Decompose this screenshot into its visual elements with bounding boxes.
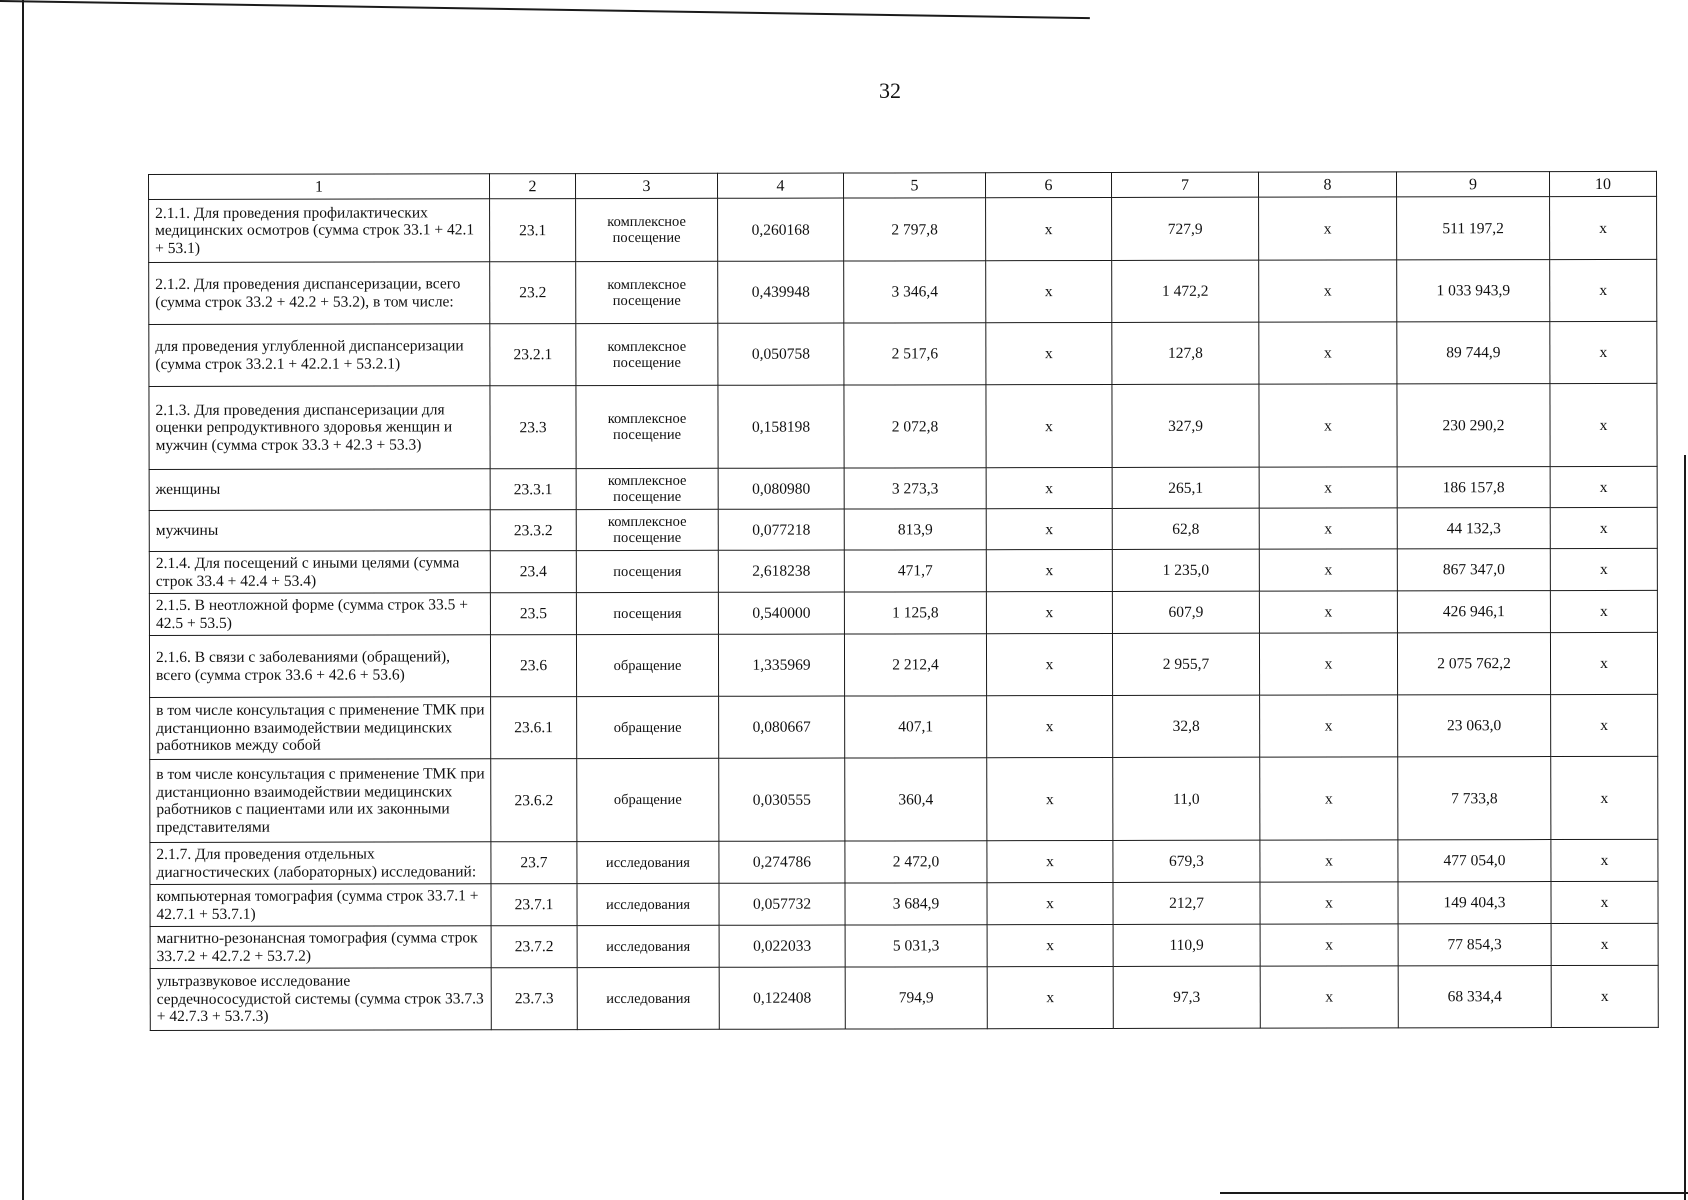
- col-9-value: 511 197,2: [1397, 197, 1550, 260]
- row-code: 23.4: [490, 551, 576, 593]
- row-code: 23.7.3: [491, 968, 577, 1030]
- col-9-value: 89 744,9: [1397, 322, 1550, 384]
- row-name: ультразвуковое исследование сердечнососудистой системы (сумма строк 33.7.3 + 42.7.3 + 53.7.3): [150, 968, 491, 1031]
- row-code: 23.6.1: [491, 697, 577, 759]
- row-code: 23.1: [490, 199, 576, 262]
- col-9-value: 7 733,8: [1398, 757, 1551, 840]
- col-9-value: 2 075 762,2: [1397, 633, 1550, 695]
- unit-of-measure: посещения: [576, 550, 718, 592]
- col-4-value: 0,057732: [719, 883, 845, 925]
- col-10-value: х: [1550, 590, 1657, 632]
- col-9-value: 149 404,3: [1398, 882, 1551, 924]
- col-4-value: 0,022033: [719, 925, 845, 967]
- col-6-value: х: [986, 549, 1112, 591]
- row-name: 2.1.1. Для проведения профилактических медицинских осмотров (сумма строк 33.1 + 42.1 + 53.1): [149, 199, 490, 263]
- col-10-value: х: [1551, 881, 1658, 923]
- col-4-value: 0,122408: [719, 967, 845, 1029]
- row-name: 2.1.6. В связи с заболеваниями (обращений), всего (сумма строк 33.6 + 42.6 + 53.6): [149, 635, 490, 698]
- col-9-value: 44 132,3: [1397, 508, 1550, 549]
- unit-of-measure: обращение: [577, 696, 719, 758]
- col-10-value: х: [1551, 756, 1658, 839]
- col-7-value: 327,9: [1112, 384, 1259, 467]
- col-8-value: х: [1259, 384, 1397, 467]
- data-table: [148, 171, 1659, 1031]
- row-name: для проведения углубленной диспансеризации (сумма строк 33.2.1 + 42.2.1 + 53.2.1): [149, 324, 490, 387]
- column-number: 10: [1549, 171, 1656, 196]
- col-10-value: х: [1550, 383, 1657, 466]
- col-8-value: х: [1260, 966, 1398, 1028]
- row-code: 23.2: [490, 262, 576, 324]
- col-7-value: 212,7: [1113, 882, 1260, 924]
- col-10-value: х: [1550, 259, 1657, 321]
- col-8-value: х: [1259, 197, 1397, 260]
- col-8-value: х: [1259, 322, 1397, 384]
- col-6-value: х: [986, 591, 1112, 633]
- col-7-value: 62,8: [1112, 508, 1259, 549]
- col-7-value: 679,3: [1113, 840, 1260, 882]
- col-4-value: 1,335969: [718, 634, 844, 696]
- col-5-value: 3 273,3: [844, 468, 986, 509]
- scan-edge-right: [1684, 455, 1686, 1200]
- unit-of-measure: исследования: [577, 967, 719, 1029]
- col-9-value: 426 946,1: [1397, 591, 1550, 633]
- col-4-value: 2,618238: [718, 550, 844, 592]
- unit-of-measure: комплексное посещение: [576, 385, 718, 468]
- col-4-value: 0,050758: [718, 323, 844, 385]
- table-row: [150, 923, 1658, 968]
- col-4-value: 0,080667: [719, 696, 845, 758]
- col-7-value: 32,8: [1113, 695, 1260, 757]
- row-code: 23.7.1: [491, 884, 577, 926]
- col-10-value: х: [1551, 694, 1658, 756]
- col-7-value: 97,3: [1113, 966, 1260, 1028]
- col-4-value: 0,030555: [719, 758, 845, 841]
- unit-of-measure: исследования: [577, 883, 719, 925]
- col-8-value: х: [1259, 508, 1397, 549]
- col-6-value: х: [986, 384, 1112, 467]
- row-code: 23.3: [490, 386, 576, 469]
- unit-of-measure: исследования: [577, 925, 719, 967]
- column-number: 3: [576, 173, 718, 198]
- col-5-value: 471,7: [844, 550, 986, 592]
- col-9-value: 23 063,0: [1398, 695, 1551, 757]
- col-6-value: х: [987, 882, 1113, 924]
- col-6-value: х: [987, 757, 1113, 840]
- column-number: 1: [149, 174, 490, 200]
- table-row: [149, 507, 1657, 551]
- col-7-value: 1 472,2: [1112, 260, 1259, 322]
- row-name: в том числе консультация с применение ТМК при дистанционно взаимодействии медицинских работников между собой: [150, 697, 491, 760]
- col-10-value: х: [1551, 965, 1658, 1027]
- col-5-value: 3 346,4: [844, 261, 986, 323]
- col-5-value: 813,9: [844, 509, 986, 550]
- col-7-value: 2 955,7: [1112, 633, 1259, 695]
- scan-edge-bottom: [1220, 1192, 1688, 1194]
- col-9-value: 77 854,3: [1398, 924, 1551, 966]
- unit-of-measure: комплексное посещение: [576, 468, 718, 509]
- col-8-value: х: [1259, 467, 1397, 508]
- row-name: мужчины: [149, 510, 490, 552]
- scan-edge-left: [22, 0, 24, 1200]
- col-5-value: 2 797,8: [844, 198, 986, 261]
- col-6-value: х: [986, 633, 1112, 695]
- row-name: 2.1.2. Для проведения диспансеризации, всего (сумма строк 33.2 + 42.2 + 53.2), в том числе:: [149, 262, 490, 325]
- table-row: [149, 632, 1657, 697]
- unit-of-measure: комплексное посещение: [576, 323, 718, 385]
- unit-of-measure: комплексное посещение: [576, 261, 718, 323]
- col-9-value: 230 290,2: [1397, 384, 1550, 467]
- unit-of-measure: обращение: [577, 758, 719, 841]
- column-number: 9: [1396, 172, 1549, 197]
- col-6-value: х: [986, 467, 1112, 508]
- col-10-value: х: [1550, 507, 1657, 548]
- col-8-value: х: [1259, 591, 1397, 633]
- col-7-value: 607,9: [1112, 591, 1259, 633]
- column-number: 8: [1258, 172, 1396, 197]
- table-row: [149, 466, 1657, 510]
- col-4-value: 0,540000: [718, 592, 844, 634]
- col-10-value: х: [1550, 466, 1657, 507]
- col-10-value: х: [1550, 196, 1657, 259]
- table-row: [149, 321, 1657, 386]
- row-code: 23.6.2: [491, 759, 577, 842]
- col-9-value: 867 347,0: [1397, 549, 1550, 591]
- table-row: [150, 756, 1658, 842]
- col-10-value: х: [1551, 923, 1658, 965]
- unit-of-measure: обращение: [576, 634, 718, 696]
- row-code: 23.5: [490, 593, 576, 635]
- row-name: женщины: [149, 469, 490, 511]
- col-5-value: 2 212,4: [844, 634, 986, 696]
- col-8-value: х: [1260, 882, 1398, 924]
- row-code: 23.3.2: [490, 510, 576, 551]
- col-6-value: х: [987, 966, 1113, 1028]
- row-name: 2.1.5. В неотложной форме (сумма строк 33.5 + 42.5 + 53.5): [149, 593, 490, 636]
- row-code: 23.6: [490, 635, 576, 697]
- table-row: [149, 548, 1657, 593]
- col-7-value: 1 235,0: [1112, 549, 1259, 591]
- col-10-value: х: [1550, 321, 1657, 383]
- col-9-value: 1 033 943,9: [1397, 260, 1550, 322]
- col-8-value: х: [1260, 695, 1398, 757]
- col-4-value: 0,439948: [718, 261, 844, 323]
- table-row: [149, 590, 1657, 635]
- col-7-value: 727,9: [1112, 197, 1259, 260]
- col-5-value: 3 684,9: [845, 883, 987, 925]
- col-7-value: 11,0: [1113, 757, 1260, 840]
- col-7-value: 127,8: [1112, 322, 1259, 384]
- row-name: 2.1.7. Для проведения отдельных диагностических (лабораторных) исследований:: [150, 842, 491, 885]
- row-code: 23.7.2: [491, 926, 577, 968]
- row-code: 23.7: [491, 842, 577, 884]
- column-number: 2: [490, 174, 576, 199]
- col-6-value: х: [986, 260, 1112, 322]
- col-5-value: 794,9: [845, 967, 987, 1029]
- col-6-value: х: [986, 197, 1112, 260]
- column-number: 6: [985, 172, 1111, 197]
- col-5-value: 407,1: [845, 696, 987, 758]
- table-row: [150, 694, 1658, 759]
- unit-of-measure: посещения: [576, 592, 718, 634]
- col-4-value: 0,077218: [718, 509, 844, 550]
- column-number-row: [149, 171, 1657, 199]
- col-4-value: 0,274786: [719, 841, 845, 883]
- row-name: 2.1.3. Для проведения диспансеризации для оценки репродуктивного здоровья женщин и мужчин (сумма строк 33.3 + 42.3 + 53.3): [149, 386, 490, 470]
- col-7-value: 265,1: [1112, 467, 1259, 508]
- table-row: [149, 259, 1657, 324]
- col-8-value: х: [1259, 633, 1397, 695]
- col-5-value: 2 072,8: [844, 385, 986, 468]
- col-10-value: х: [1550, 632, 1657, 694]
- col-8-value: х: [1260, 757, 1398, 840]
- table-row: [149, 196, 1657, 262]
- col-4-value: 0,260168: [718, 198, 844, 261]
- col-6-value: х: [987, 924, 1113, 966]
- col-10-value: х: [1551, 839, 1658, 881]
- page-number: 32: [879, 78, 901, 103]
- row-name: магнитно-резонансная томография (сумма строк 33.7.2 + 42.7.2 + 53.7.2): [150, 926, 491, 969]
- row-name: компьютерная томография (сумма строк 33.7.1 + 42.7.1 + 53.7.1): [150, 884, 491, 927]
- unit-of-measure: комплексное посещение: [576, 198, 718, 261]
- col-6-value: х: [987, 840, 1113, 882]
- col-5-value: 2 472,0: [845, 841, 987, 883]
- scan-edge-top: [0, 0, 1090, 19]
- col-9-value: 186 157,8: [1397, 467, 1550, 508]
- col-6-value: х: [986, 322, 1112, 384]
- col-9-value: 68 334,4: [1398, 966, 1551, 1028]
- col-4-value: 0,158198: [718, 385, 844, 468]
- table-row: [150, 881, 1658, 926]
- col-9-value: 477 054,0: [1398, 840, 1551, 882]
- row-name: в том числе консультация с применение ТМК при дистанционно взаимодействии медицинских работников с пациентами или их законными представителями: [150, 759, 491, 843]
- col-8-value: х: [1259, 549, 1397, 591]
- col-4-value: 0,080980: [718, 468, 844, 509]
- row-code: 23.2.1: [490, 324, 576, 386]
- table-row: [150, 839, 1658, 884]
- table-row: [150, 965, 1658, 1030]
- col-10-value: х: [1550, 548, 1657, 590]
- col-6-value: х: [987, 695, 1113, 757]
- unit-of-measure: комплексное посещение: [576, 509, 718, 550]
- col-7-value: 110,9: [1113, 924, 1260, 966]
- column-number: 5: [843, 173, 985, 198]
- col-8-value: х: [1259, 260, 1397, 322]
- col-5-value: 360,4: [845, 758, 987, 841]
- col-8-value: х: [1260, 924, 1398, 966]
- column-number: 7: [1111, 172, 1258, 197]
- unit-of-measure: исследования: [577, 841, 719, 883]
- column-number: 4: [717, 173, 843, 198]
- table-row: [149, 383, 1657, 469]
- col-8-value: х: [1260, 840, 1398, 882]
- row-code: 23.3.1: [490, 469, 576, 510]
- col-5-value: 5 031,3: [845, 925, 987, 967]
- row-name: 2.1.4. Для посещений с иными целями (сумма строк 33.4 + 42.4 + 53.4): [149, 551, 490, 594]
- col-5-value: 2 517,6: [844, 323, 986, 385]
- col-5-value: 1 125,8: [844, 592, 986, 634]
- col-6-value: х: [986, 508, 1112, 549]
